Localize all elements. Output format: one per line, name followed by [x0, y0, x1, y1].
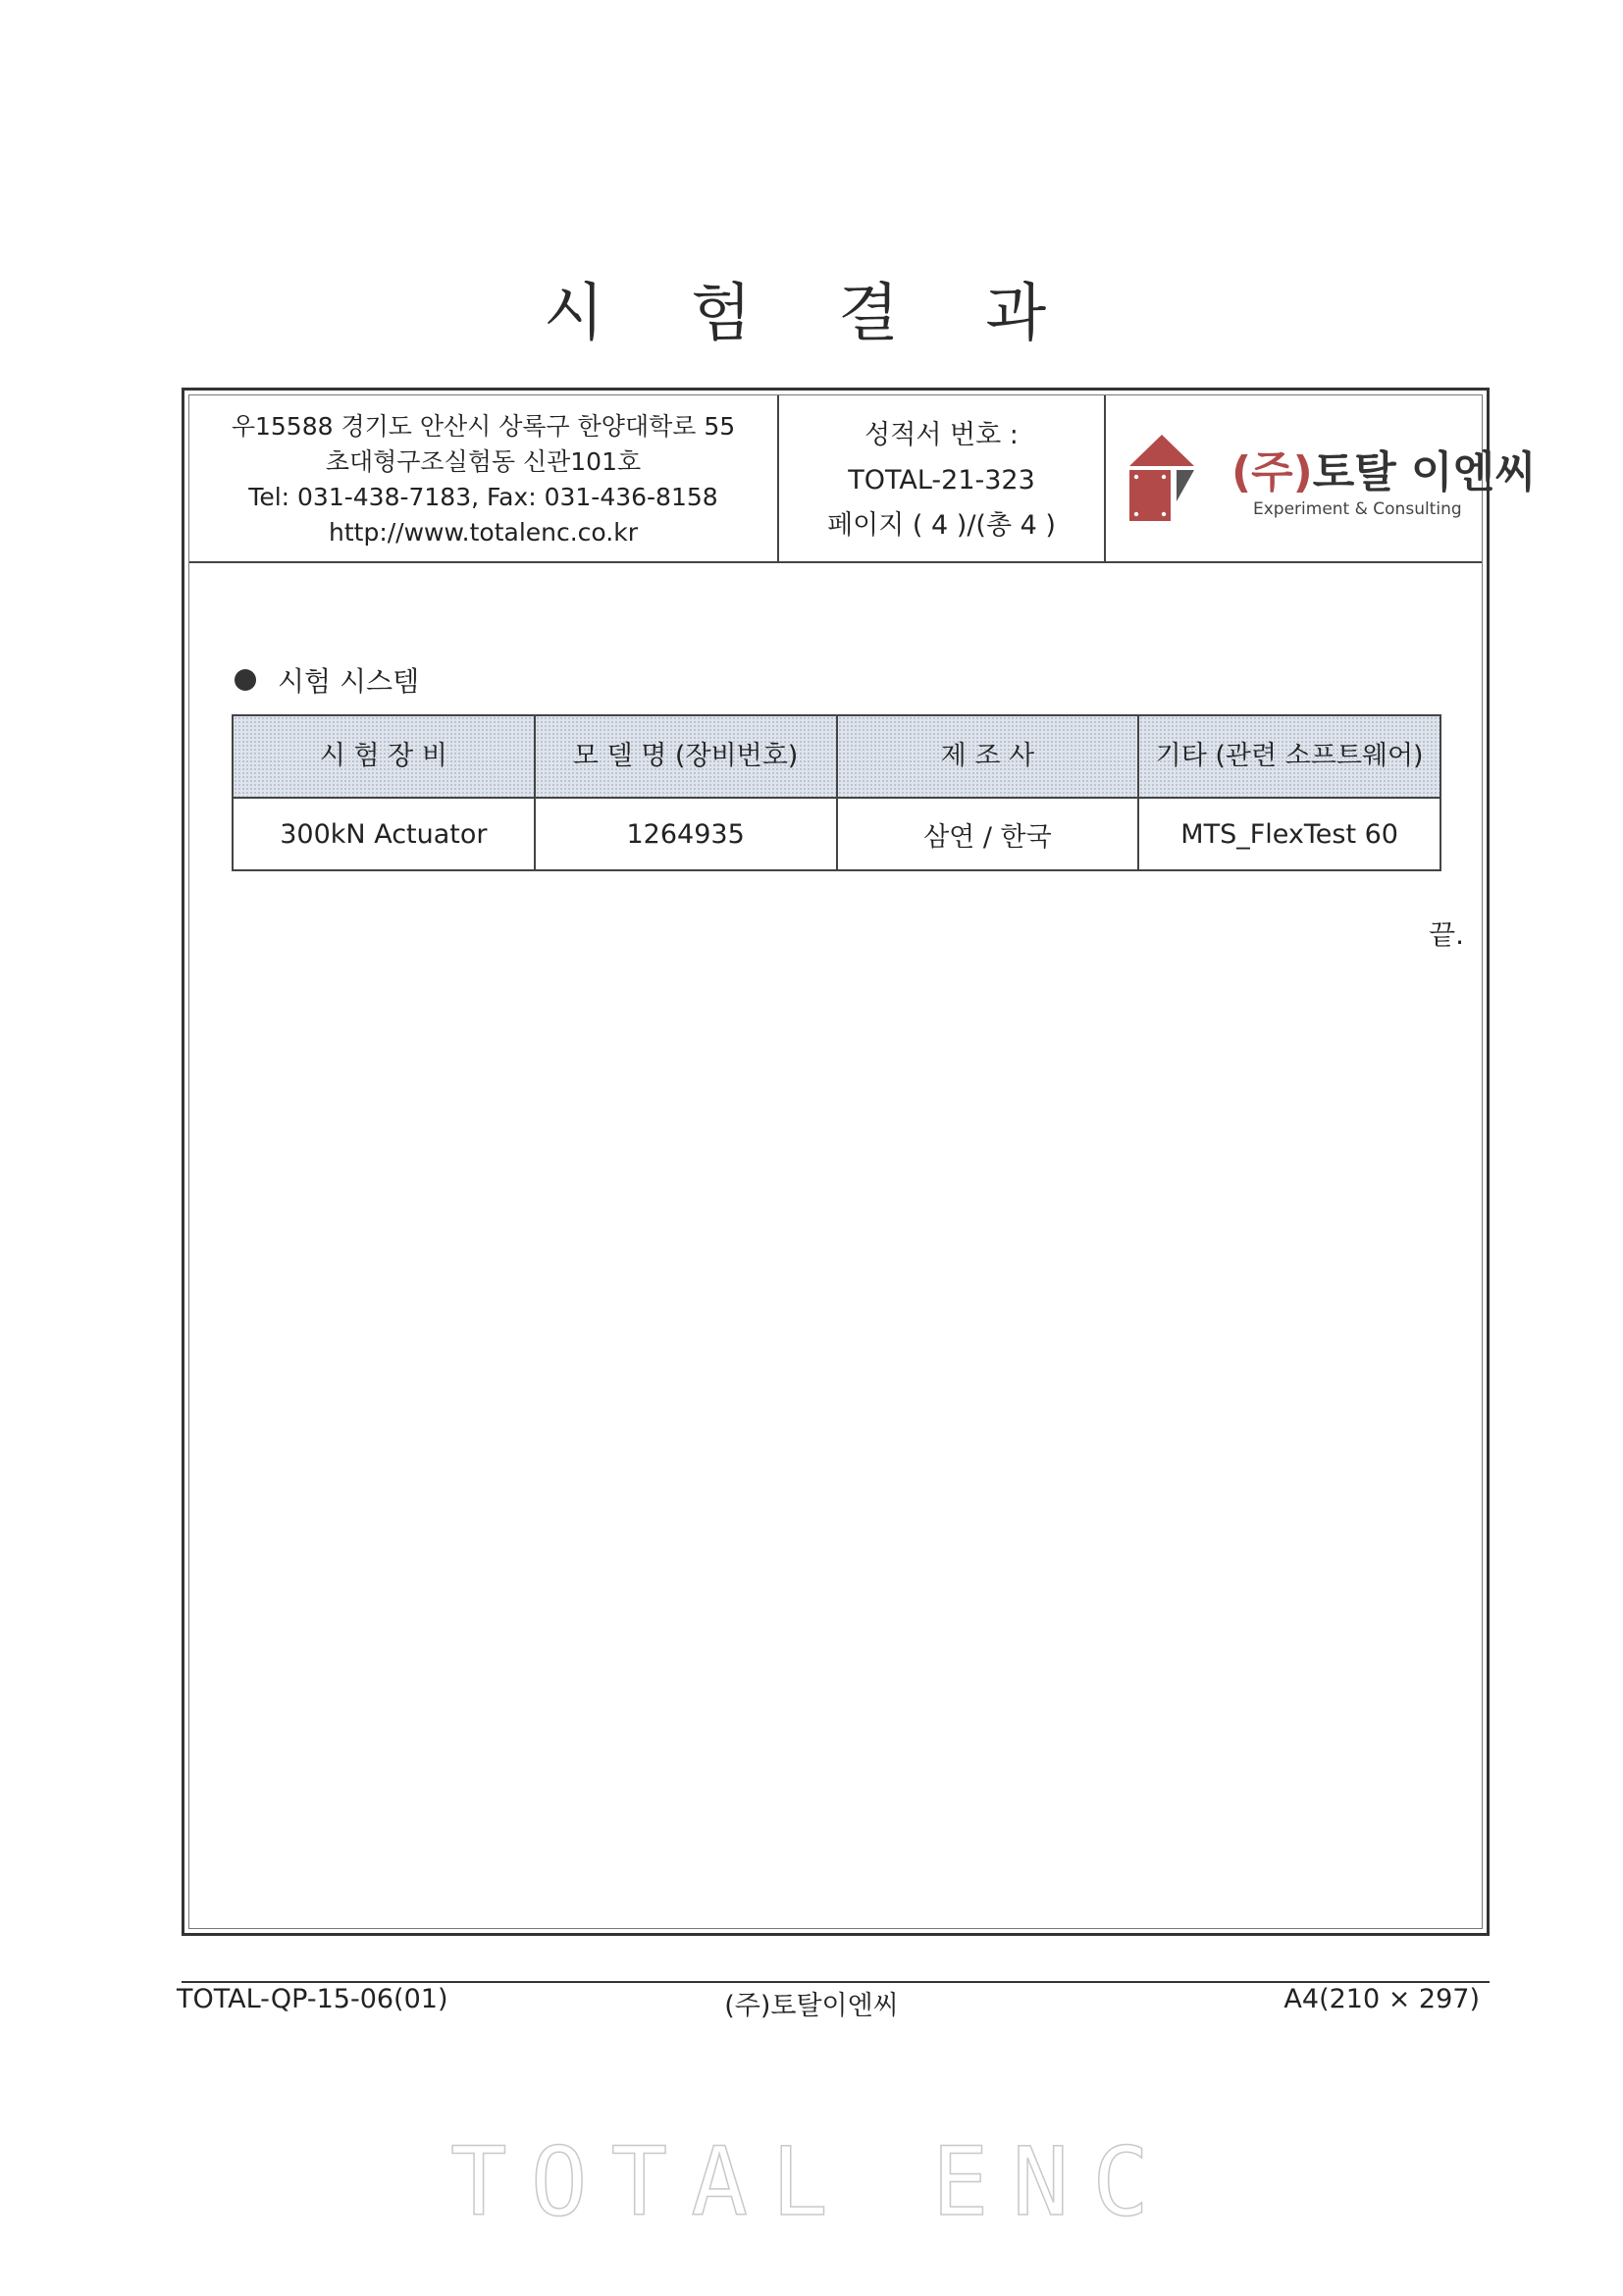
cell-software: MTS_FlexTest 60: [1138, 798, 1440, 870]
cell-equipment: 300kN Actuator: [233, 798, 535, 870]
footer-company: (주)토탈이엔씨: [724, 1991, 899, 2021]
company-logo-name: 토탈 이엔씨: [1312, 447, 1537, 497]
table-row: [233, 798, 1440, 870]
report-header: [189, 395, 1537, 563]
report-frame: [182, 388, 1537, 1936]
report-number-block: [779, 395, 1106, 561]
report-frame-inner: [188, 394, 1537, 1929]
column-header-other: 기타 (관련 소프트웨어): [1138, 715, 1440, 798]
page-info: 페이지 ( 4 )/(총 4 ): [827, 510, 1056, 541]
company-logo-text: [1231, 437, 1537, 499]
address-line: 초대형구조실험동 신관101호: [325, 447, 642, 476]
table-header-row: [233, 715, 1440, 798]
watermark: TOTAL ENC: [449, 2127, 1174, 2237]
bullet-icon: [235, 669, 256, 691]
end-mark: 끝.: [1429, 918, 1464, 951]
cell-model: 1264935: [535, 798, 837, 870]
column-header-manufacturer: 제 조 사: [837, 715, 1139, 798]
company-logo: [1106, 395, 1537, 561]
contact-line: Tel: 031-438-7183, Fax: 031-436-8158: [248, 483, 718, 511]
page-title: 시 험 결 과: [543, 278, 1080, 350]
company-logo-icon: [1127, 433, 1196, 525]
footer-divider: [182, 1981, 1490, 1983]
company-tagline: Experiment & Consulting: [1253, 499, 1462, 519]
address-block: [189, 395, 779, 561]
report-number: TOTAL-21-323: [848, 465, 1035, 496]
address-line: 우15588 경기도 안산시 상록구 한양대학로 55: [231, 412, 736, 441]
column-header-equipment: 시 험 장 비: [233, 715, 535, 798]
section-heading: [235, 660, 419, 700]
section-heading-text: 시험 시스템: [278, 665, 420, 698]
test-system-table: [232, 714, 1441, 871]
footer-paper-size: A4(210 × 297): [1283, 1984, 1480, 2014]
footer-form-code: TOTAL-QP-15-06(01): [177, 1984, 448, 2014]
website-link[interactable]: http://www.totalenc.co.kr: [329, 518, 638, 547]
company-logo-bracket: (주): [1231, 447, 1313, 497]
column-header-model: 모 델 명 (장비번호): [535, 715, 837, 798]
cell-manufacturer: 삼연 / 한국: [837, 798, 1139, 870]
report-number-label: 성적서 번호 :: [864, 420, 1019, 450]
